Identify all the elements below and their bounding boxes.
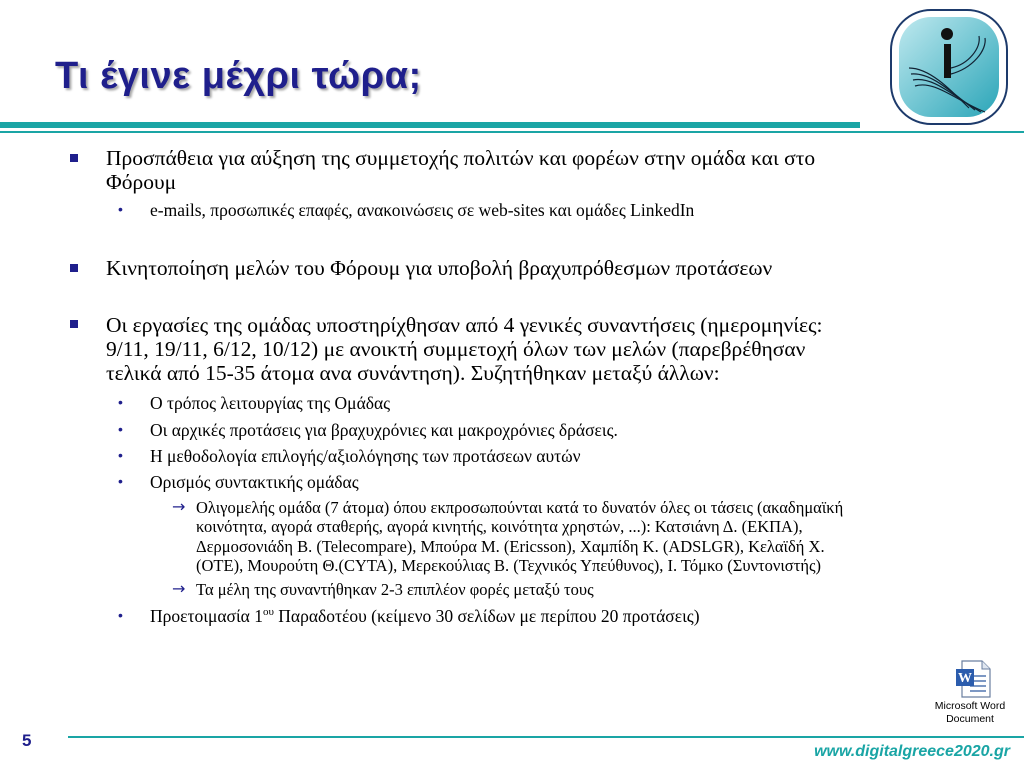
dot-bullet-icon: • [118,421,123,437]
sub-bullet-text: Η μεθοδολογία επιλογής/αξιολόγησης των προτάσεων αυτών [150,446,581,466]
sub-sub-bullet-text: Τα μέλη της συναντήθηκαν 2-3 επιπλέον φορές μεταξύ τους [196,580,594,599]
bullet-text: 9/11, 19/11, 6/12, 10/12) με ανοικτή συμμετοχή όλων των μελών (παρεβρέθησαν [106,337,806,361]
sub-bullet-text: Οι αρχικές προτάσεις για βραχυχρόνιες και μακροχρόνιες δράσεις. [150,420,618,440]
arrow-bullet-icon: → [172,497,186,516]
sub-sub-bullet-text: Δερμοσονιάδη Β. (Telecompare), Μπούρα Μ. (Ericsson), Χαμπίδη Κ. (ADSLGR), Κελαϊδή Χ. [196,537,825,556]
dot-bullet-icon: • [118,394,123,410]
bullet-text: Φόρουμ [106,170,177,194]
square-bullet-icon [70,154,78,162]
svg-text:W: W [958,671,972,686]
word-document-label-line1: Microsoft Word [934,700,1006,712]
square-bullet-icon [70,320,78,328]
dot-bullet-icon: • [118,201,123,217]
sub-bullet-text: e-mails, προσωπικές επαφές, ανακοινώσεις σε web-sites και ομάδες LinkedIn [150,200,695,220]
sub-bullet-text: Ορισμός συντακτικής ομάδας [150,472,359,492]
digital-greece-logo-icon [889,8,1009,126]
word-document-icon[interactable] [954,659,994,699]
sub-bullet-text: Προετοιμασία $1^{o\upsilon}$ Παραδοτέου (κείμενο 30 σελίδων με περίπου 20 προτάσεις) [150,606,700,626]
square-bullet-icon [70,264,78,272]
word-document-label[interactable] [920,700,1020,726]
sub-sub-bullet-text: (ΟΤΕ), Μουρούτη Θ.(CYTA), Μερεκούλιας Β. (Τεχνικός Υπεύθυνος), Ι. Τόμκο (Συντονιστής) [196,556,821,575]
sub-sub-bullet-text: κοινότητα, αγορά σταθερής, αγορά κινητής, κοινότητα χρηστών, ...): Κατσιάνη Δ. (ΕΚΠΑ), [196,517,803,536]
sub-sub-bullet-text: Ολιγομελής ομάδα (7 άτομα) όπου εκπροσωπούνται κατά το δυνατόν όλες οι τάσεις (ακαδημαϊκή [196,498,844,517]
dot-bullet-icon: • [118,473,123,489]
page-number: 5 [22,731,32,750]
bullet-text: Κινητοποίηση μελών του Φόρουμ για υποβολή βραχυπρόθεσμων προτάσεων [106,256,773,280]
footer-website-link[interactable]: www.digitalgreece2020.gr [814,743,1010,760]
bullet-text: τελικά από 15-35 άτομα ανα συνάντηση). Συζητήθηκαν μεταξύ άλλων: [106,361,720,385]
sub-bullet-text: Ο τρόπος λειτουργίας της Ομάδας [150,393,391,413]
footer-divider [68,736,1024,738]
slide-title: Τι έγινε μέχρι τώρα; [55,55,422,97]
word-document-label-line2: Document [946,713,994,725]
title-divider-thin [0,131,1024,133]
bullet-text: Προσπάθεια για αύξηση της συμμετοχής πολιτών και φορέων στην ομάδα και στο [106,146,816,170]
title-divider [0,122,860,128]
bullet-text: Οι εργασίες της ομάδας υποστηρίχθησαν από 4 γενικές συναντήσεις (ημερομηνίες: [106,313,823,337]
dot-bullet-icon: • [118,607,123,623]
arrow-bullet-icon: → [172,579,186,598]
dot-bullet-icon: • [118,447,123,463]
